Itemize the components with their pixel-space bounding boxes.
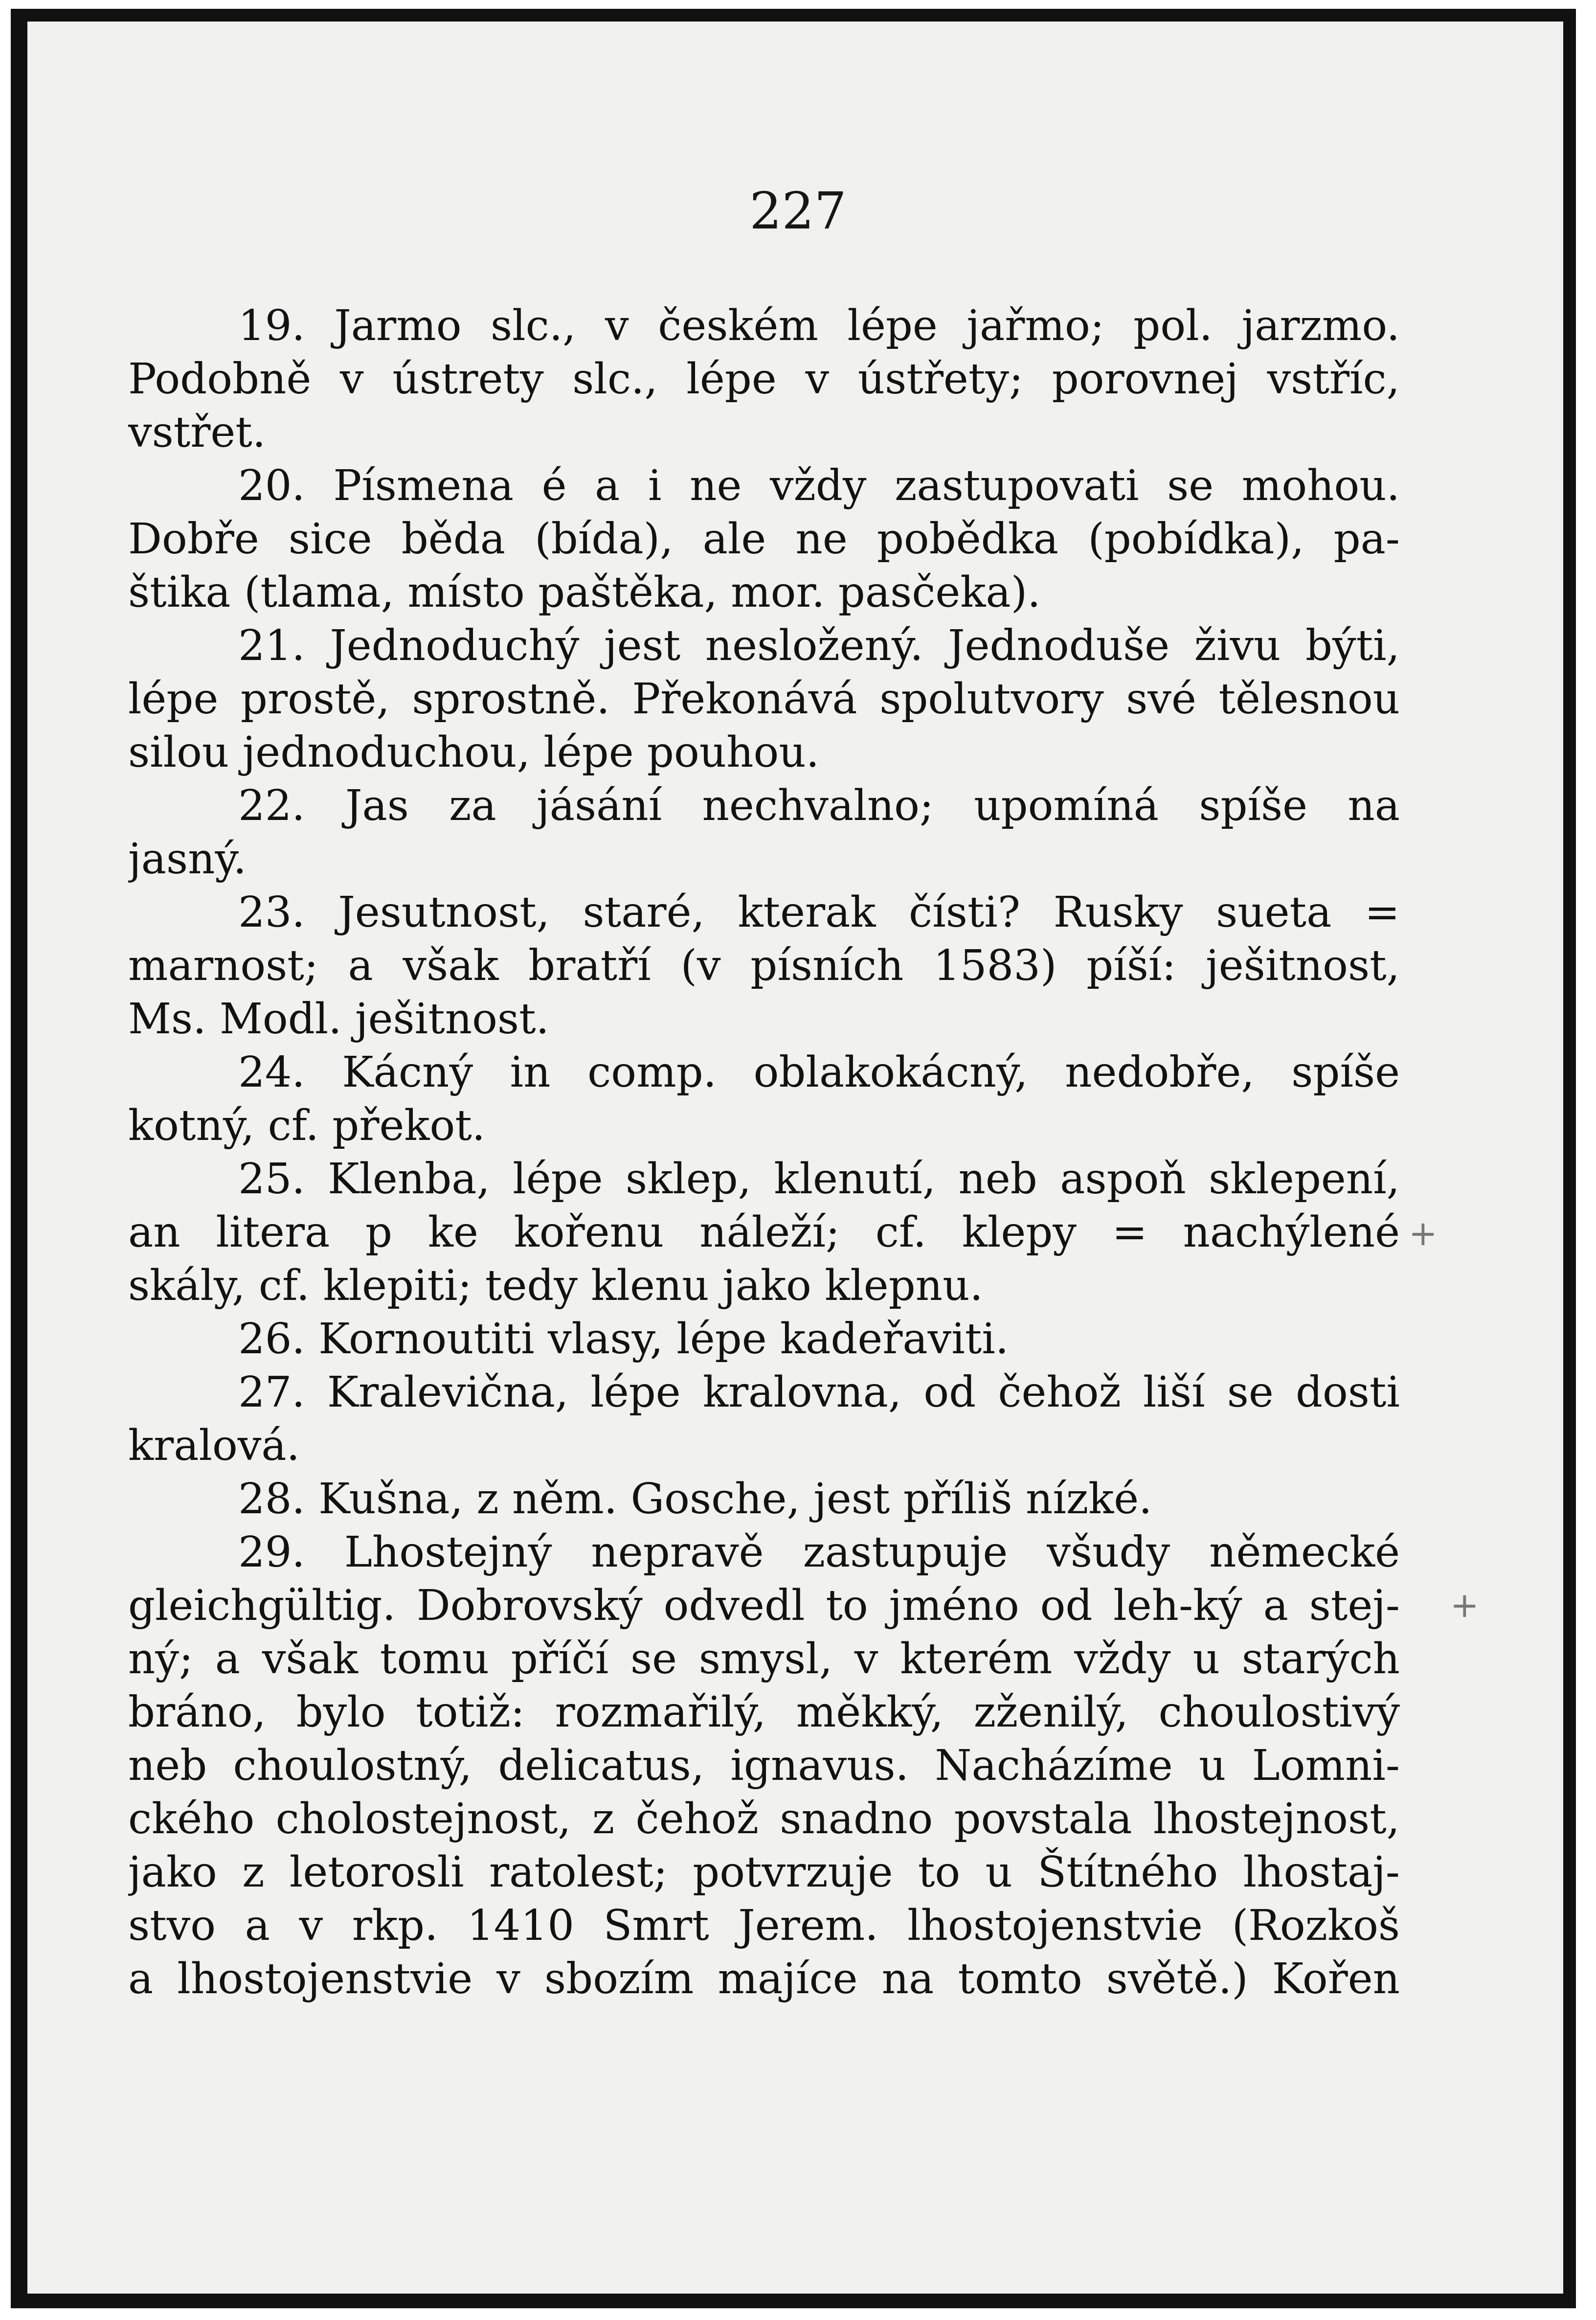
text-line: neb choulostný, delicatus, ignavus. Nacházíme u Lomni-	[128, 1741, 1400, 1790]
text-line: 22. Jas za jásání nechvalno; upomíná spíše na	[238, 781, 1400, 830]
text-line: Ms. Modl. ješitnost.	[128, 995, 549, 1044]
margin-mark: +	[1409, 1213, 1438, 1253]
text-line: Podobně v ústrety slc., lépe v ústřety; porovnej vstříc,	[128, 355, 1400, 404]
text-line: jasný.	[128, 835, 247, 884]
text-line: lépe prostě, sprostně. Překonává spolutvory své tělesnou	[128, 675, 1400, 724]
text-line: ckého cholostejnost, z čehož snadno povstala lhostejnost,	[128, 1795, 1400, 1843]
text-line: skály, cf. klepiti; tedy klenu jako klepnu.	[128, 1261, 983, 1310]
text-line: gleichgültig. Dobrovský odvedl to jméno od leh-ký a stej-	[128, 1581, 1400, 1630]
text-line: stvo a v rkp. 1410 Smrt Jerem. lhostojenstvie (Rozkoš	[128, 1901, 1400, 1950]
text-line: 24. Kácný in comp. oblakokácný, nedobře, spíše	[238, 1048, 1400, 1097]
text-line: an litera p ke kořenu náleží; cf. klepy = nachýlené	[128, 1208, 1400, 1257]
text-line: jako z letorosli ratolest; potvrzuje to u Štítného lhostaj-	[128, 1848, 1400, 1897]
text-line: 29. Lhostejný nepravě zastupuje všudy německé	[238, 1528, 1400, 1577]
text-line: 20. Písmena é a i ne vždy zastupovati se mohou.	[238, 461, 1400, 510]
text-line: marnost; a však bratří (v písních 1583) píší: ješitnost,	[128, 941, 1400, 990]
page-number: 227	[749, 181, 847, 241]
text-line: 28. Kušna, z něm. Gosche, jest příliš nízké.	[238, 1475, 1152, 1524]
text-line: 25. Klenba, lépe sklep, klenutí, neb aspoň sklepení,	[238, 1155, 1400, 1204]
text-line: Dobře sice běda (bída), ale ne pobědka (pobídka), pa-	[128, 515, 1400, 564]
text-line: ný; a však tomu příčí se smysl, v kterém vždy u starých	[128, 1635, 1400, 1683]
text-line: 19. Jarmo slc., v českém lépe jařmo; pol. jarzmo.	[238, 301, 1400, 350]
text-line: silou jednoduchou, lépe pouhou.	[128, 728, 820, 777]
text-line: a lhostojenstvie v sbozím majíce na tomto světě.) Kořen	[128, 1955, 1400, 2003]
text-line: kotný, cf. překot.	[128, 1101, 486, 1150]
text-line: 26. Kornoutiti vlasy, lépe kadeřaviti.	[238, 1315, 1009, 1364]
text-line: bráno, bylo totiž: rozmařilý, měkký, zženilý, choulostivý	[128, 1688, 1400, 1737]
margin-mark: +	[1450, 1585, 1479, 1625]
text-line: 21. Jednoduchý jest nesložený. Jednoduše živu býti,	[238, 621, 1400, 670]
text-line: štika (tlama, místo paštěka, mor. pasčeka).	[128, 568, 1041, 617]
body-text	[128, 299, 1400, 2006]
text-line: vstřet.	[128, 408, 266, 457]
text-line: 27. Kralevična, lépe kralovna, od čehož liší se dosti	[238, 1368, 1400, 1417]
text-line: kralová.	[128, 1421, 300, 1470]
text-line: 23. Jesutnost, staré, kterak čísti? Rusky sueta =	[238, 888, 1400, 937]
